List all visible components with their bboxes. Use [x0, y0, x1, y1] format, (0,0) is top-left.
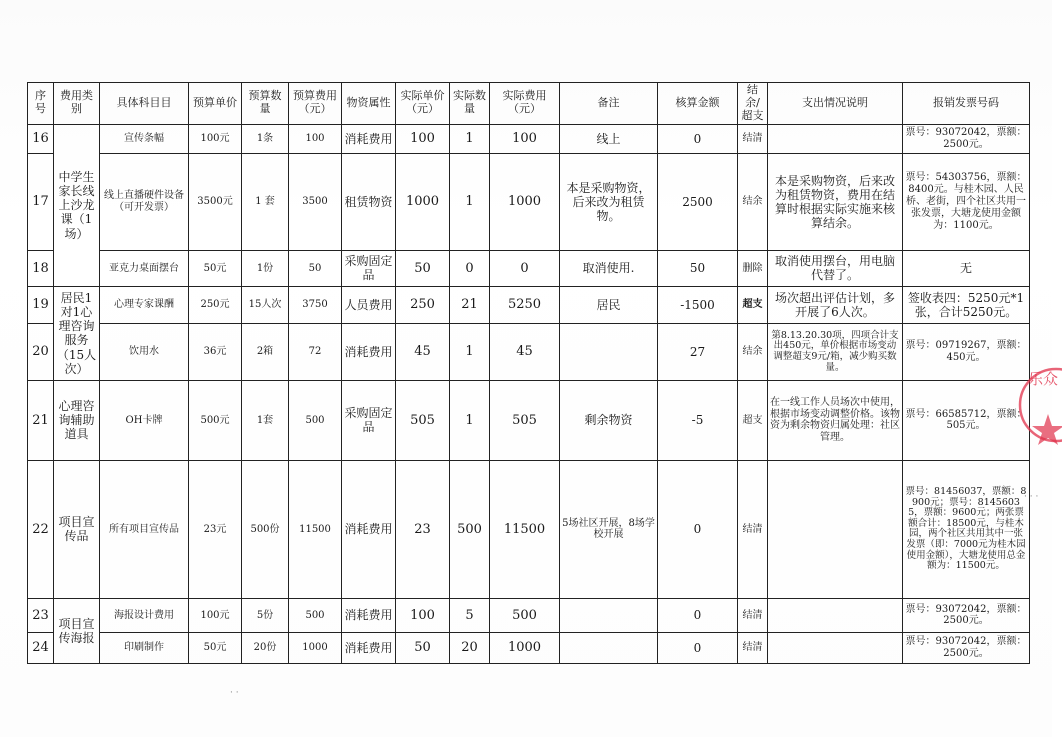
cell-budget-cost: 3500	[289, 153, 342, 250]
cell-seq: 20	[28, 323, 54, 380]
cell-remarks: 本是采购物资，后来改为租赁物。	[560, 153, 658, 250]
cell-balance: 超支	[738, 380, 768, 460]
cell-audit-amount: -5	[658, 380, 738, 460]
header-budget-price: 预算单价	[189, 83, 242, 125]
cell-category: 中学生家长线上沙龙课（1场）	[54, 124, 100, 286]
cell-explanation: 本是采购物资，后来改为租赁物资，费用在结算时根据实际实施来核算结余。	[768, 153, 903, 250]
cell-remarks: 居民	[560, 286, 658, 323]
cell-item: 线上直播硬件设备（可开发票）	[100, 153, 189, 250]
table-row	[28, 598, 1030, 632]
cell-invoice: 无	[903, 250, 1030, 286]
header-actual-qty: 实际数量	[450, 83, 490, 125]
cell-remarks: 剩余物资	[560, 380, 658, 460]
cell-item: 宣传条幅	[100, 124, 189, 153]
cell-budget-price: 250元	[189, 286, 242, 323]
header-remarks: 备注	[560, 83, 658, 125]
scan-speck: · · ·	[1024, 492, 1039, 502]
cell-invoice: 票号：93072042，票额：2500元。	[903, 632, 1030, 663]
header-explanation: 支出情况说明	[768, 83, 903, 125]
header-seq: 序号	[28, 83, 54, 125]
table-row	[28, 323, 1030, 380]
header-invoice: 报销发票号码	[903, 83, 1030, 125]
cell-invoice: 票号：66585712，票额：505元。	[903, 380, 1030, 460]
header-actual-cost: 实际费用（元）	[490, 83, 560, 125]
cell-explanation	[768, 460, 903, 598]
cell-actual-qty: 1	[450, 153, 490, 250]
cell-seq: 24	[28, 632, 54, 663]
cell-explanation	[768, 598, 903, 632]
cell-budget-cost: 1000	[289, 632, 342, 663]
svg-text:乐众: 乐众	[1028, 370, 1059, 388]
cell-item: 饮用水	[100, 323, 189, 380]
cell-remarks	[560, 632, 658, 663]
cell-item: OH卡牌	[100, 380, 189, 460]
cell-material-attr: 消耗费用	[342, 460, 396, 598]
cell-invoice: 票号：81456037，票额：8900元；票号：81456035，票额：9600元；两张票额合计：18500元，与桂木园，两个社区共用其中一张发票（即：7000元为桂木园使用金额），大塘龙使用总金额为：11500元。	[903, 460, 1030, 598]
cell-invoice: 票号：09719267，票额：450元。	[903, 323, 1030, 380]
cell-category: 项目宣传品	[54, 460, 100, 598]
cell-actual-cost: 500	[490, 598, 560, 632]
header-material-attr: 物资属性	[342, 83, 396, 125]
cell-actual-cost: 45	[490, 323, 560, 380]
cell-explanation	[768, 124, 903, 153]
cell-budget-qty: 1份	[242, 250, 289, 286]
cell-category: 居民1对1心理咨询服务（15人次）	[54, 286, 100, 380]
cell-material-attr: 消耗费用	[342, 124, 396, 153]
cell-balance: 结余	[738, 323, 768, 380]
cell-explanation: 场次超出评估计划，多开展了6人次。	[768, 286, 903, 323]
cell-explanation: 第8.13.20.30项，四项合计支出450元，单价根据市场变动调整超支9元/箱，减少购买数量。	[768, 323, 903, 380]
cell-material-attr: 租赁物资	[342, 153, 396, 250]
cell-actual-cost: 1000	[490, 632, 560, 663]
cell-item: 心理专家课酬	[100, 286, 189, 323]
cell-category: 项目宣传海报	[54, 598, 100, 663]
cell-item: 印刷制作	[100, 632, 189, 663]
cell-audit-amount: 27	[658, 323, 738, 380]
cell-material-attr: 消耗费用	[342, 632, 396, 663]
cell-budget-price: 36元	[189, 323, 242, 380]
header-actual-price: 实际单价（元）	[396, 83, 450, 125]
seal-icon	[1022, 350, 1062, 460]
cell-item: 亚克力桌面摆台	[100, 250, 189, 286]
cell-budget-cost: 500	[289, 380, 342, 460]
cell-actual-price: 250	[396, 286, 450, 323]
table-row	[28, 124, 1030, 153]
cell-budget-price: 100元	[189, 598, 242, 632]
cell-invoice: 票号：93072042，票额：2500元。	[903, 598, 1030, 632]
cell-actual-cost: 5250	[490, 286, 560, 323]
cell-material-attr: 消耗费用	[342, 323, 396, 380]
cell-remarks: 取消使用.	[560, 250, 658, 286]
cell-seq: 21	[28, 380, 54, 460]
cell-actual-cost: 505	[490, 380, 560, 460]
cell-budget-qty: 1条	[242, 124, 289, 153]
cell-actual-price: 23	[396, 460, 450, 598]
cell-budget-cost: 11500	[289, 460, 342, 598]
cell-balance: 结清	[738, 632, 768, 663]
cell-audit-amount: 0	[658, 124, 738, 153]
cell-remarks: 5场社区开展，8场学校开展	[560, 460, 658, 598]
cell-material-attr: 采购固定品	[342, 250, 396, 286]
cell-actual-qty: 1	[450, 124, 490, 153]
cell-actual-qty: 1	[450, 323, 490, 380]
table-row	[28, 632, 1030, 663]
table-row	[28, 380, 1030, 460]
cell-material-attr: 消耗费用	[342, 598, 396, 632]
cell-invoice: 票号：54303756，票额：8400元。与桂木园、人民桥、老街，四个社区共用一张发票，大塘龙使用金额为：1100元。	[903, 153, 1030, 250]
cell-actual-qty: 500	[450, 460, 490, 598]
cell-actual-qty: 0	[450, 250, 490, 286]
cell-budget-qty: 1 套	[242, 153, 289, 250]
cell-budget-cost: 50	[289, 250, 342, 286]
cell-actual-price: 1000	[396, 153, 450, 250]
cell-seq: 17	[28, 153, 54, 250]
cell-remarks	[560, 598, 658, 632]
scan-speck: · ·	[230, 688, 239, 698]
cell-audit-amount: -1500	[658, 286, 738, 323]
cell-audit-amount: 0	[658, 632, 738, 663]
header-item: 具体科目目	[100, 83, 189, 125]
cell-actual-qty: 20	[450, 632, 490, 663]
cell-remarks: 线上	[560, 124, 658, 153]
cell-seq: 23	[28, 598, 54, 632]
cell-budget-qty: 1套	[242, 380, 289, 460]
cell-budget-cost: 100	[289, 124, 342, 153]
cell-budget-price: 500元	[189, 380, 242, 460]
cell-balance: 结余	[738, 153, 768, 250]
cell-invoice: 票号：93072042，票额：2500元。	[903, 124, 1030, 153]
header-balance: 结余/超支	[738, 83, 768, 125]
cell-balance: 结清	[738, 124, 768, 153]
cell-actual-cost: 0	[490, 250, 560, 286]
cell-audit-amount: 2500	[658, 153, 738, 250]
cell-seq: 18	[28, 250, 54, 286]
cell-actual-qty: 21	[450, 286, 490, 323]
cell-budget-price: 3500元	[189, 153, 242, 250]
cell-actual-cost: 1000	[490, 153, 560, 250]
header-budget-qty: 预算数量	[242, 83, 289, 125]
cell-explanation	[768, 632, 903, 663]
cell-audit-amount: 0	[658, 460, 738, 598]
table-row	[28, 153, 1030, 250]
cell-budget-cost: 500	[289, 598, 342, 632]
cell-budget-cost: 72	[289, 323, 342, 380]
cell-explanation: 在一线工作人员场次中使用，根据市场变动调整价格。该物资为剩余物资归属处理：社区管理。	[768, 380, 903, 460]
table-row	[28, 460, 1030, 598]
cell-budget-qty: 5份	[242, 598, 289, 632]
red-seal-stamp	[1022, 350, 1062, 460]
cell-balance: 结清	[738, 598, 768, 632]
cell-actual-cost: 11500	[490, 460, 560, 598]
cell-budget-price: 100元	[189, 124, 242, 153]
cell-budget-price: 50元	[189, 250, 242, 286]
cell-budget-qty: 15人次	[242, 286, 289, 323]
header-category: 费用类别	[54, 83, 100, 125]
cell-audit-amount: 50	[658, 250, 738, 286]
table-row	[28, 250, 1030, 286]
cell-actual-price: 505	[396, 380, 450, 460]
expense-ledger-table	[27, 82, 1030, 664]
header-budget-cost: 预算费用（元）	[289, 83, 342, 125]
header-row	[28, 83, 1030, 125]
cell-budget-price: 23元	[189, 460, 242, 598]
cell-category: 心理咨询辅助道具	[54, 380, 100, 460]
cell-material-attr: 人员费用	[342, 286, 396, 323]
cell-actual-qty: 1	[450, 380, 490, 460]
cell-item: 海报设计费用	[100, 598, 189, 632]
cell-actual-price: 50	[396, 250, 450, 286]
cell-balance: 结清	[738, 460, 768, 598]
table-row	[28, 286, 1030, 323]
cell-seq: 22	[28, 460, 54, 598]
cell-actual-price: 100	[396, 598, 450, 632]
cell-budget-qty: 20份	[242, 632, 289, 663]
cell-seq: 19	[28, 286, 54, 323]
cell-budget-price: 50元	[189, 632, 242, 663]
cell-budget-qty: 2箱	[242, 323, 289, 380]
cell-actual-price: 100	[396, 124, 450, 153]
cell-balance: 删除	[738, 250, 768, 286]
cell-invoice: 签收表四：5250元*1张，合计5250元。	[903, 286, 1030, 323]
cell-remarks	[560, 323, 658, 380]
cell-budget-cost: 3750	[289, 286, 342, 323]
cell-material-attr: 采购固定品	[342, 380, 396, 460]
cell-actual-qty: 5	[450, 598, 490, 632]
cell-item: 所有项目宣传品	[100, 460, 189, 598]
cell-actual-price: 45	[396, 323, 450, 380]
cell-actual-price: 50	[396, 632, 450, 663]
header-audit-amount: 核算金额	[658, 83, 738, 125]
cell-balance: 超支	[738, 286, 768, 323]
cell-explanation: 取消使用摆台，用电脑代替了。	[768, 250, 903, 286]
cell-audit-amount: 0	[658, 598, 738, 632]
cell-actual-cost: 100	[490, 124, 560, 153]
cell-budget-qty: 500份	[242, 460, 289, 598]
cell-seq: 16	[28, 124, 54, 153]
